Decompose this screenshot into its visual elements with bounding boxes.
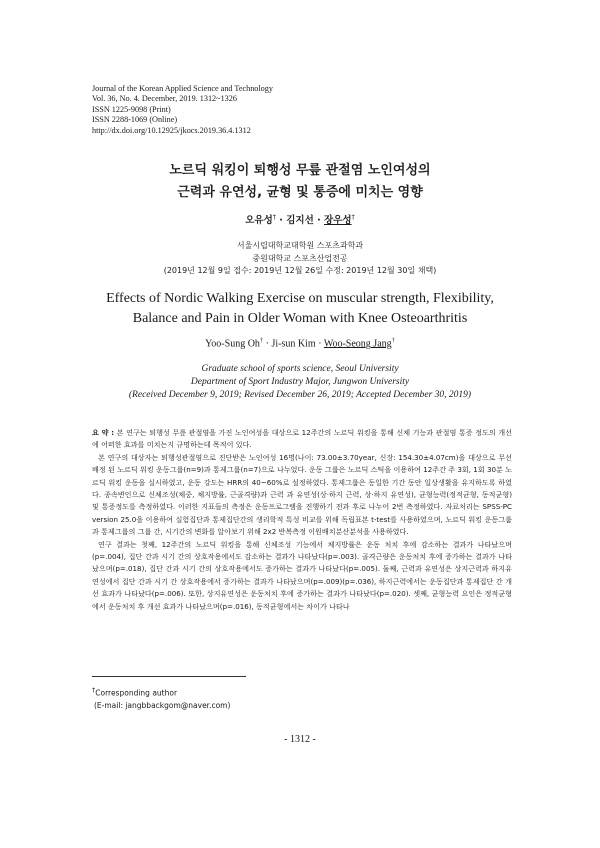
korean-title-line1: 노르딕 워킹이 퇴행성 무릎 관절염 노인여성의 xyxy=(169,163,431,178)
dagger-mark: † xyxy=(92,686,96,694)
doi-link[interactable]: http://dx.doi.org/10.12925/jkocs.2019.36.4.1312 xyxy=(92,125,251,135)
issn-print: ISSN 1225-9098 (Print) xyxy=(92,104,171,114)
korean-author-2: 김지선 xyxy=(286,215,314,226)
footnote-divider xyxy=(92,676,246,677)
english-author-1: Yoo-Sung Oh xyxy=(205,338,260,350)
abstract-paragraph-3: 연구 결과는 첫째, 12주간의 노르딕 워킹을 통해 신체조성 기능에서 체지방률은 운동 처치 후에 감소하는 결과가 나타났으며(p=.004), 집단 간과 시기 간의 상호작용에서도 감소하는 결과가 나타났다(p=.003). 골격근량은 운동처치 후에 증가하는 결과가 나타났으며(p=.018), 집단 간과 시기 간의 상호작용에서도 증가하는 결과가 나타났다(p=.005). 둘째, 근력과 유연성은 상지근력과 하지유연성에서 집단 간과 시기 간 상호작용에서 증가하는 결과가 나타났으며(p=.009)(p=.036), 하지근력에서는 운동집단과 통제집단 간 개선 효과가 나타났다(p=.006). 또한, 상지유연성은 운동처치 후에 증가하는 결과가 나타났다(p=.020). 셋째, 균형능력 요인은 정적균형에서 운동처치 후 개선 효과가 나타났으며(p=.016), 동적균형에서는 차이가 나타나 xyxy=(92,539,512,611)
english-author-3: Woo-Seong Jang xyxy=(323,338,392,350)
korean-author-1: 오유성 xyxy=(245,215,273,226)
page-number: - 1312 - xyxy=(284,734,316,745)
journal-name: Journal of the Korean Applied Science and Technology xyxy=(92,84,273,93)
author-separator: · xyxy=(315,338,324,350)
korean-authors xyxy=(60,212,540,226)
dagger-mark: † xyxy=(272,212,276,221)
korean-affiliation-1: 서울시립대학교대학원 스포츠과학과 xyxy=(236,241,364,250)
korean-author-3: 장우성 xyxy=(324,215,352,226)
author-separator: · xyxy=(313,215,324,226)
korean-affiliation-2: 중원대학교 스포츠산업전공 xyxy=(252,253,348,263)
english-affiliation-1: Graduate school of sports science, Seoul University xyxy=(201,364,399,374)
korean-affiliations xyxy=(60,240,540,278)
dagger-mark: † xyxy=(391,337,395,344)
korean-title xyxy=(60,160,540,204)
english-dates: (Received December 9, 2019; Revised December 26, 2019; Accepted December 30, 2019) xyxy=(128,389,472,400)
journal-info xyxy=(92,84,512,136)
abstract-label: 요 약 : xyxy=(92,428,115,437)
issn-online: ISSN 2288-1069 (Online) xyxy=(92,115,178,125)
abstract-text-1: 본 연구는 퇴행성 무릎 관절염을 가진 노인여성을 대상으로 12주간의 노르딕 워킹을 통해 신체 기능과 관절염 통증 정도의 개선에 어떠한 효과를 미치는지 규명하는데 목적이 있다. xyxy=(92,428,512,450)
dagger-mark: † xyxy=(351,212,355,221)
footnote xyxy=(92,684,512,712)
english-title-line1: Effects of Nordic Walking Exercise on muscular strength, Flexibility, xyxy=(106,291,494,306)
korean-dates: (2019년 12월 9일 접수: 2019년 12월 26일 수정: 2019년 12월 30일 채택) xyxy=(163,266,437,275)
korean-title-line2: 근력과 유연성, 균형 및 통증에 미치는 영향 xyxy=(177,185,423,200)
author-separator: · xyxy=(263,338,272,350)
corresponding-author-note xyxy=(92,684,512,700)
english-authors xyxy=(60,337,540,349)
english-title xyxy=(70,289,530,329)
dagger-mark: † xyxy=(259,337,264,344)
author-separator: · xyxy=(276,215,287,226)
english-author-2: Ji-sun Kim xyxy=(271,338,316,350)
corresponding-email: (E-mail: jangbbackgom@naver.com) xyxy=(94,700,231,710)
abstract xyxy=(92,427,512,613)
english-affiliations xyxy=(60,363,540,401)
corresponding-author-label: Corresponding author xyxy=(95,688,178,698)
english-title-line2: Balance and Pain in Older Woman with Knee Osteoarthritis xyxy=(132,311,468,326)
journal-volume: Vol. 36, No. 4. December, 2019. 1312~1326 xyxy=(92,94,237,104)
abstract-paragraph-1 xyxy=(92,427,512,452)
abstract-paragraph-2: 본 연구의 대상자는 퇴행성관절염으로 진단받은 노인여성 16명(나이: 73.00±3.70year, 신장: 154.30±4.07cm)을 대상으로 무선배정 된 노르딕 워킹 운동그룹(n=9)과 통제그룹(n=7)으로 나누었다. 운동 그룹은 노르딕 스틱을 이용하여 12주간 주 3회, 1회 30분 노르딕 워킹 운동을 실시하였고, 운동 강도는 HRR의 40~60%로 설정하였다. 통제그룹은 동일한 기간 동안 일상생활을 유지하도록 하였다. 종속변인으로 신체조성(체중, 체지방률, 근골격량)과 근력 과 유연성(상·하지 근력, 상·하지 유연성), 균형능력(정적균형, 동적균형) 및 통증정도를 측정하였다. 이러한 지표들의 측정은 운동프로그램을 진행하기 전과 후로 나누어 2번 측정하였다. 자료처리는 SPSS-PC version 25.0을 이용하여 실험집단과 통제집단간의 생리학적 특성 비교를 위해 독립표본 t-test를 사용하였으며, 노르딕 워킹 운동그룹과 통제그룹의 그룹 간, 시기간의 변화를 알아보기 위해 2x2 반복측정 이원배치분산분석을 사용하였다. xyxy=(92,452,512,537)
english-affiliation-2: Department of Sport Industry Major, Jungwon University xyxy=(190,376,410,387)
